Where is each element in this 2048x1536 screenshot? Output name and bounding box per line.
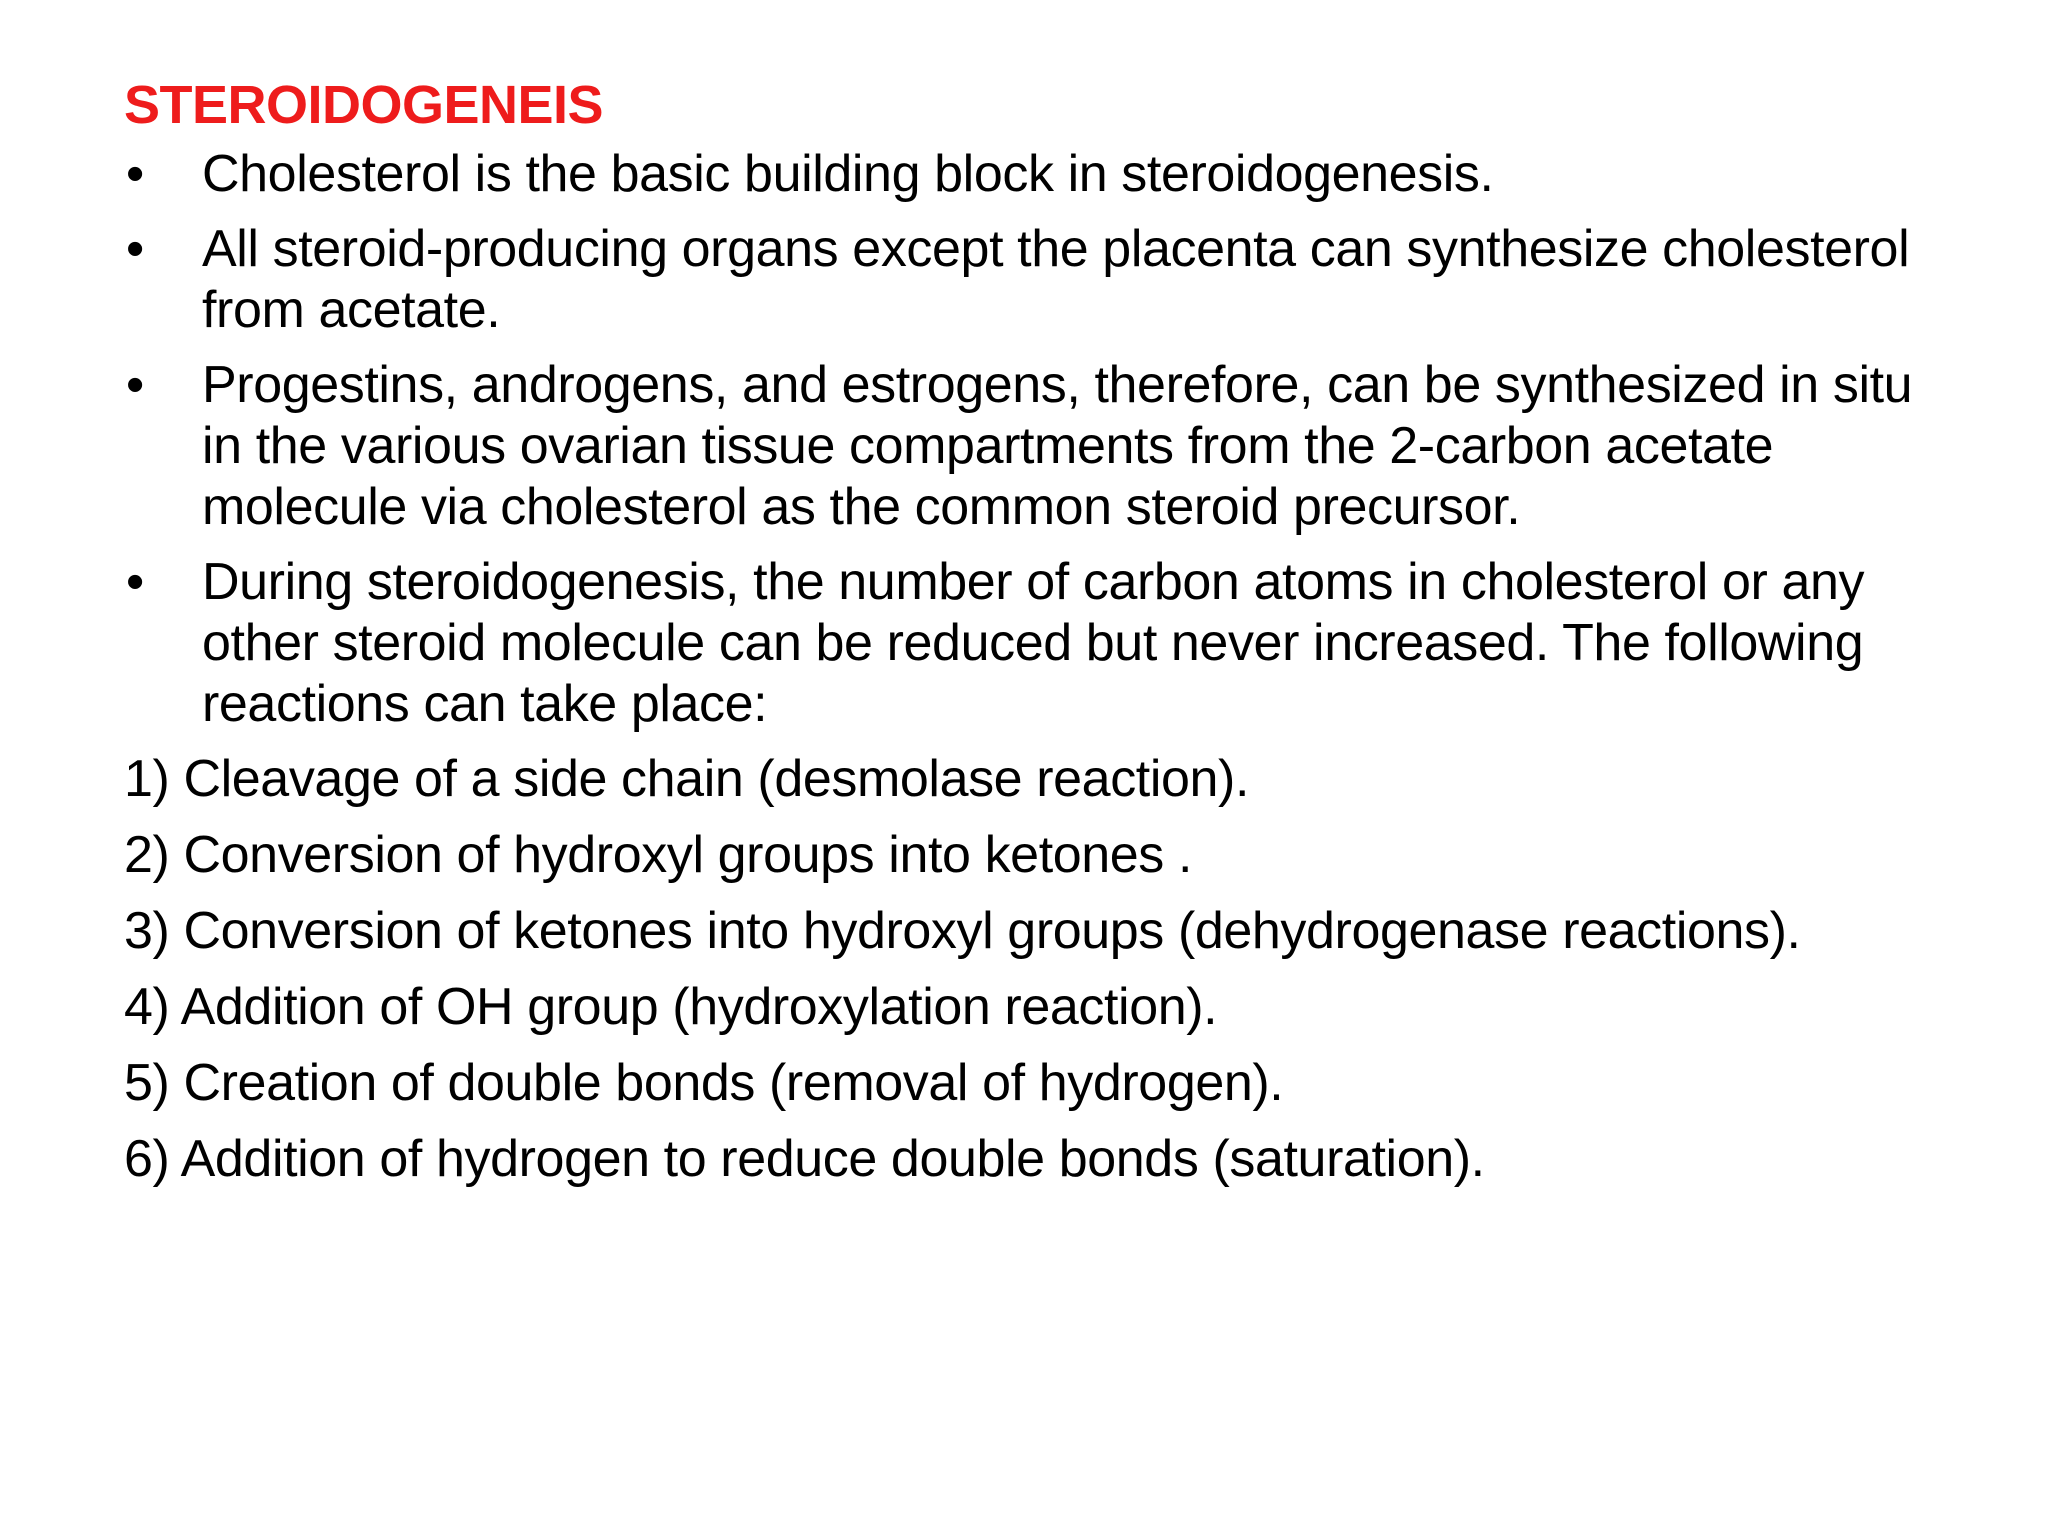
reaction-item: 1) Cleavage of a side chain (desmolase reaction). [124, 750, 1250, 808]
bullet-dot: • [126, 356, 144, 414]
bullet-item [124, 219, 1964, 341]
bullet-list [124, 144, 1964, 735]
reaction-item: 2) Conversion of hydroxyl groups into ketones . [124, 826, 1192, 884]
bullet-text: Cholesterol is the basic building block in steroidogenesis. [202, 145, 1494, 203]
bullet-text: During steroidogenesis, the number of carbon atoms in cholesterol or any other steroid molecule can be reduced but never increased. The following reactions can take place: [202, 553, 1865, 733]
bullet-text: Progestins, androgens, and estrogens, therefore, can be synthesized in situ in the various ovarian tissue compartments from the 2-carbon acetate molecule via cholesterol as the common steroid precursor. [202, 356, 1913, 536]
bullet-dot: • [126, 553, 144, 611]
bullet-item [124, 552, 1964, 735]
slide-title: STEROIDOGENEIS [124, 75, 604, 135]
reaction-item: 3) Conversion of ketones into hydroxyl groups (dehydrogenase reactions). [124, 902, 1801, 960]
bullet-item [124, 144, 1964, 205]
bullet-dot: • [126, 145, 144, 203]
reaction-item: 6) Addition of hydrogen to reduce double bonds (saturation). [124, 1130, 1485, 1188]
bullet-dot: • [126, 220, 144, 278]
reaction-list [124, 749, 1964, 1190]
bullet-item [124, 355, 1964, 538]
reaction-item: 4) Addition of OH group (hydroxylation reaction). [124, 978, 1218, 1036]
reaction-item: 5) Creation of double bonds (removal of hydrogen). [124, 1054, 1284, 1112]
bullet-text: All steroid-producing organs except the placenta can synthesize cholesterol from acetate. [202, 220, 1910, 339]
slide-content [124, 72, 1964, 1205]
